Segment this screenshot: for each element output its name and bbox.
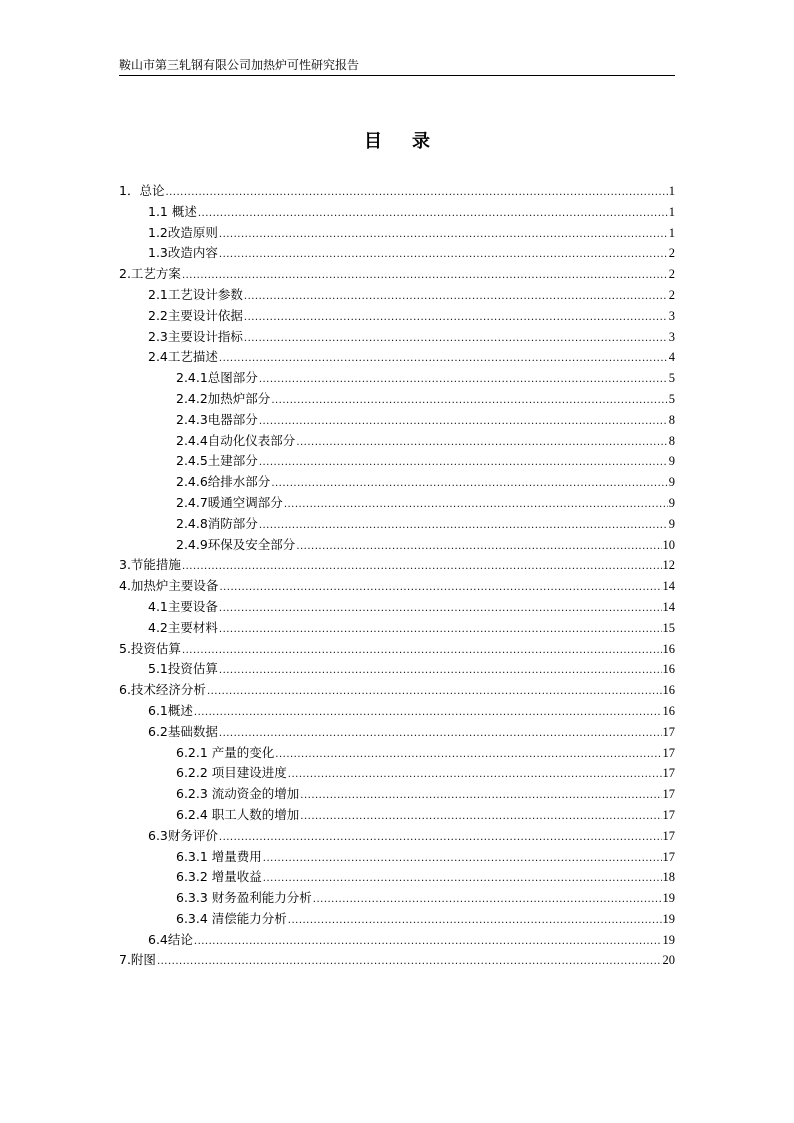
toc-entry[interactable] xyxy=(119,555,675,576)
toc-entry[interactable] xyxy=(119,826,675,847)
toc-entry[interactable] xyxy=(119,867,675,888)
toc-entry-page-number: 20 xyxy=(662,953,675,968)
toc-entry-page-number: 14 xyxy=(662,579,675,594)
toc-entry[interactable] xyxy=(119,514,675,535)
toc-entry-label: 2.工艺方案 xyxy=(119,266,181,282)
toc-leader-dots xyxy=(194,703,662,724)
toc-leader-dots xyxy=(194,932,662,953)
toc-entry-label: 2.4.7暖通空调部分 xyxy=(176,494,283,510)
toc-entry-label: 2.2主要设计依据 xyxy=(148,307,243,323)
toc-entry-label: 1.2改造原则 xyxy=(148,224,218,240)
toc-leader-dots xyxy=(182,266,668,287)
toc-leader-dots xyxy=(157,952,662,973)
toc-leader-dots xyxy=(244,329,668,350)
toc-entry-page-number: 3 xyxy=(668,308,675,323)
toc-entry-page-number: 19 xyxy=(662,891,675,906)
toc-entry-page-number: 17 xyxy=(662,828,675,843)
toc-entry-label: 6.3.4 清偿能力分析 xyxy=(176,910,287,926)
toc-entry-label: 6.3财务评价 xyxy=(148,827,218,843)
toc-entry[interactable] xyxy=(119,743,675,764)
toc-entry-label: 2.4.9环保及安全部分 xyxy=(176,536,296,552)
toc-entry[interactable] xyxy=(119,597,675,618)
toc-entry-page-number: 9 xyxy=(668,454,675,469)
toc-leader-dots xyxy=(244,308,668,329)
toc-entry-label: 6.3.1 增量费用 xyxy=(176,848,262,864)
toc-entry-page-number: 2 xyxy=(668,287,675,302)
toc-entry[interactable] xyxy=(119,223,675,244)
toc-entry-page-number: 17 xyxy=(662,745,675,760)
toc-entry-label: 2.4.5土建部分 xyxy=(176,453,258,469)
toc-entry[interactable] xyxy=(119,264,675,285)
toc-entry-page-number: 3 xyxy=(668,329,675,344)
toc-entry-page-number: 17 xyxy=(662,849,675,864)
toc-leader-dots xyxy=(300,807,661,828)
toc-entry-page-number: 8 xyxy=(668,433,675,448)
toc-entry[interactable] xyxy=(119,202,675,223)
toc-entry-label: 1．总论 xyxy=(119,183,165,198)
toc-entry[interactable] xyxy=(119,763,675,784)
toc-leader-dots xyxy=(296,537,661,558)
toc-leader-dots xyxy=(288,765,662,786)
toc-entry-label: 6.4结论 xyxy=(148,931,193,947)
toc-entry[interactable] xyxy=(119,451,675,472)
toc-entry-page-number: 15 xyxy=(662,620,675,635)
toc-entry-label: 6.2基础数据 xyxy=(148,723,218,739)
toc-entry-page-number: 16 xyxy=(662,703,675,718)
toc-entry-label: 6.2.1 产量的变化 xyxy=(176,744,275,760)
toc-leader-dots xyxy=(165,183,667,204)
toc-entry-label: 5.投资估算 xyxy=(119,640,181,656)
toc-entry[interactable] xyxy=(119,701,675,722)
toc-entry-label: 6.2.2 项目建设进度 xyxy=(176,765,287,781)
toc-leader-dots xyxy=(244,287,668,308)
toc-entry-label: 4.加热炉主要设备 xyxy=(119,578,219,594)
toc-leader-dots xyxy=(219,724,662,745)
toc-entry-page-number: 5 xyxy=(668,391,675,406)
toc-leader-dots xyxy=(198,204,668,225)
toc-entry-label: 2.4.8消防部分 xyxy=(176,515,258,531)
toc-leader-dots xyxy=(263,849,662,870)
toc-entry-page-number: 1 xyxy=(668,225,675,240)
toc-leader-dots xyxy=(271,474,667,495)
toc-leader-dots xyxy=(284,495,668,516)
toc-entry[interactable] xyxy=(119,618,675,639)
toc-leader-dots xyxy=(263,869,662,890)
toc-entry-page-number: 16 xyxy=(662,641,675,656)
table-of-contents xyxy=(119,181,675,971)
toc-entry-label: 2.1工艺设计参数 xyxy=(148,286,243,302)
toc-entry-page-number: 1 xyxy=(668,204,675,219)
toc-entry[interactable] xyxy=(119,680,675,701)
toc-leader-dots xyxy=(219,828,662,849)
toc-leader-dots xyxy=(259,370,668,391)
toc-leader-dots xyxy=(182,557,662,578)
toc-entry[interactable] xyxy=(119,285,675,306)
toc-entry-label: 2.4.2加热炉部分 xyxy=(176,390,271,406)
toc-entry-page-number: 14 xyxy=(662,599,675,614)
toc-entry-label: 5.1投资估算 xyxy=(148,661,218,677)
toc-entry-page-number: 17 xyxy=(662,766,675,781)
toc-leader-dots xyxy=(182,641,662,662)
toc-entry[interactable] xyxy=(119,784,675,805)
page-title: 目录 xyxy=(364,131,460,152)
toc-entry-label: 6.1概述 xyxy=(148,702,193,718)
toc-entry[interactable] xyxy=(119,181,675,202)
toc-entry-page-number: 17 xyxy=(662,807,675,822)
toc-entry-page-number: 10 xyxy=(662,537,675,552)
toc-entry-label: 4.1主要设备 xyxy=(148,598,218,614)
toc-entry[interactable] xyxy=(119,888,675,909)
toc-leader-dots xyxy=(219,599,662,620)
toc-entry[interactable] xyxy=(119,472,675,493)
toc-entry-page-number: 17 xyxy=(662,724,675,739)
toc-entry-page-number: 5 xyxy=(668,371,675,386)
toc-leader-dots xyxy=(271,391,667,412)
toc-leader-dots xyxy=(259,412,668,433)
toc-leader-dots xyxy=(219,225,668,246)
toc-entry-page-number: 16 xyxy=(662,662,675,677)
toc-entry[interactable] xyxy=(119,805,675,826)
toc-entry[interactable] xyxy=(119,576,675,597)
toc-entry-label: 1.3改造内容 xyxy=(148,245,218,261)
toc-entry-label: 1.1 概述 xyxy=(148,203,197,219)
toc-entry-page-number: 9 xyxy=(668,475,675,490)
toc-entry-label: 6.3.2 增量收益 xyxy=(176,869,262,885)
toc-leader-dots xyxy=(219,578,661,599)
toc-leader-dots xyxy=(288,911,662,932)
toc-entry[interactable] xyxy=(119,306,675,327)
toc-entry[interactable] xyxy=(119,368,675,389)
toc-leader-dots xyxy=(219,620,662,641)
toc-entry[interactable] xyxy=(119,243,675,264)
toc-entry[interactable] xyxy=(119,847,675,868)
toc-entry-page-number: 19 xyxy=(662,932,675,947)
toc-entry-label: 6.3.3 财务盈利能力分析 xyxy=(176,890,312,906)
toc-entry-label: 2.4工艺描述 xyxy=(148,349,218,365)
toc-entry-page-number: 9 xyxy=(668,516,675,531)
toc-leader-dots xyxy=(219,661,662,682)
running-header: 鞍山市第三轧钢有限公司加热炉可性研究报告 xyxy=(119,57,675,76)
toc-entry-page-number: 18 xyxy=(662,870,675,885)
toc-entry[interactable] xyxy=(119,722,675,743)
toc-leader-dots xyxy=(296,433,667,454)
toc-leader-dots xyxy=(300,786,661,807)
toc-entry-page-number: 8 xyxy=(668,412,675,427)
toc-entry-page-number: 12 xyxy=(662,558,675,573)
toc-entry[interactable] xyxy=(119,347,675,368)
toc-entry-page-number: 1 xyxy=(668,184,675,198)
toc-entry[interactable] xyxy=(119,659,675,680)
toc-entry-label: 6.技术经济分析 xyxy=(119,682,206,698)
toc-leader-dots xyxy=(259,516,668,537)
toc-entry-label: 4.2主要材料 xyxy=(148,619,218,635)
toc-entry-label: 7.附图 xyxy=(119,952,156,968)
toc-entry-label: 6.2.3 流动资金的增加 xyxy=(176,786,300,802)
toc-leader-dots xyxy=(219,245,668,266)
toc-entry[interactable] xyxy=(119,950,675,971)
toc-entry-page-number: 2 xyxy=(668,267,675,282)
toc-entry[interactable] xyxy=(119,410,675,431)
toc-entry[interactable] xyxy=(119,493,675,514)
toc-entry[interactable] xyxy=(119,930,675,951)
toc-entry-label: 6.2.4 职工人数的增加 xyxy=(176,806,300,822)
toc-entry-page-number: 2 xyxy=(668,246,675,261)
toc-entry[interactable] xyxy=(119,639,675,660)
toc-entry[interactable] xyxy=(119,431,675,452)
toc-leader-dots xyxy=(207,682,662,703)
toc-entry-label: 2.3主要设计指标 xyxy=(148,328,243,344)
toc-entry-label: 2.4.3电器部分 xyxy=(176,411,258,427)
toc-entry-page-number: 17 xyxy=(662,787,675,802)
toc-entry[interactable] xyxy=(119,909,675,930)
toc-entry-page-number: 9 xyxy=(668,495,675,510)
toc-entry[interactable] xyxy=(119,389,675,410)
toc-leader-dots xyxy=(313,890,662,911)
toc-entry[interactable] xyxy=(119,535,675,556)
toc-entry[interactable] xyxy=(119,327,675,348)
toc-entry-label: 2.4.1总图部分 xyxy=(176,370,258,386)
toc-leader-dots xyxy=(259,453,668,474)
toc-entry-label: 2.4.4自动化仪表部分 xyxy=(176,432,296,448)
toc-leader-dots xyxy=(219,349,668,370)
toc-entry-label: 3.节能措施 xyxy=(119,557,181,573)
toc-leader-dots xyxy=(275,745,661,766)
toc-entry-page-number: 4 xyxy=(668,350,675,365)
toc-entry-page-number: 19 xyxy=(662,911,675,926)
toc-entry-page-number: 16 xyxy=(662,683,675,698)
toc-entry-label: 2.4.6给排水部分 xyxy=(176,474,271,490)
